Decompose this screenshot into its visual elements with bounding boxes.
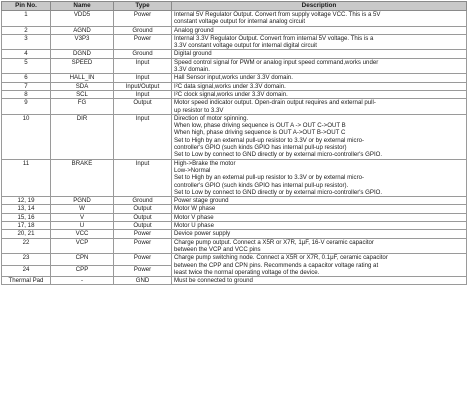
pin-description-cell	[172, 99, 467, 115]
description-line: up resistor to 3.3V	[174, 106, 224, 114]
pin-number-cell: 24	[2, 265, 51, 276]
table-row	[2, 213, 467, 221]
pin-description-cell	[172, 74, 467, 82]
description-line: Device power supply	[174, 230, 231, 238]
pin-type-cell: Input	[114, 159, 172, 196]
pin-type-cell: Input	[114, 90, 172, 98]
description-line: Power stage ground	[174, 197, 229, 205]
header-pin-no: Pin No.	[2, 2, 51, 11]
pin-name-cell: DGND	[51, 50, 114, 58]
pin-type-cell: Power	[114, 238, 172, 254]
pin-description-cell	[172, 82, 467, 90]
pin-description-cell	[172, 205, 467, 213]
description-line: 3.3V domain.	[174, 66, 210, 74]
description-line: High->Brake the motor	[174, 159, 236, 167]
description-line: controller's GPIO (such kinds GPIO has internal pull-up resistor).	[174, 181, 349, 189]
pin-number-cell: 11	[2, 159, 51, 196]
pin-description-cell	[172, 34, 467, 50]
table-row	[2, 222, 467, 230]
table-row	[2, 90, 467, 98]
pin-type-cell: Input/Output	[114, 82, 172, 90]
pin-type-cell: Output	[114, 99, 172, 115]
table-row	[2, 254, 467, 265]
table-row	[2, 114, 467, 159]
table-row	[2, 11, 467, 27]
table-row	[2, 50, 467, 58]
pin-name-cell: DIR	[51, 114, 114, 159]
header-description: Description	[172, 2, 467, 11]
pin-number-cell: 2	[2, 26, 51, 34]
description-line: least twice the normal operating voltage of the device.	[174, 268, 320, 276]
description-line: When high, phase driving sequence is OUT A->OUT B->OUT C	[174, 129, 346, 137]
pin-type-cell: Power	[114, 254, 172, 265]
pin-description-cell	[172, 114, 467, 159]
pin-name-cell: -	[51, 277, 114, 285]
table-row	[2, 99, 467, 115]
description-line: Hall Sensor input,works under 3.3V domain.	[174, 74, 293, 82]
description-line: I²C data signal,works under 3.3V domain.	[174, 82, 286, 90]
description-line: between the CPP and CPN pins. Recommends a capacitor voltage rating at	[174, 261, 379, 269]
pin-description-cell	[172, 159, 467, 196]
pin-type-cell: Output	[114, 222, 172, 230]
table-row	[2, 58, 467, 74]
description-line: Digital ground	[174, 50, 212, 58]
pin-number-cell: 1	[2, 11, 51, 27]
pin-type-cell: Ground	[114, 50, 172, 58]
description-line: 3.3V constant voltage output for internal digital circuit	[174, 42, 317, 50]
pin-name-cell: SPEED	[51, 58, 114, 74]
pin-number-cell: 20, 21	[2, 230, 51, 238]
description-line: Analog ground	[174, 26, 214, 34]
table-row	[2, 34, 467, 50]
pin-name-cell: PGND	[51, 197, 114, 205]
description-line: Direction of motor spinning.	[174, 114, 249, 122]
description-line: Motor U phase	[174, 222, 214, 230]
description-line: controller's GPIO (such kinds GPIO has internal pull-up resistor)	[174, 144, 347, 152]
pin-type-cell: Power	[114, 230, 172, 238]
pin-number-cell: 9	[2, 99, 51, 115]
pin-number-cell: 3	[2, 34, 51, 50]
pin-type-cell: Output	[114, 213, 172, 221]
pin-name-cell: BRAKE	[51, 159, 114, 196]
pin-number-cell: 17, 18	[2, 222, 51, 230]
pin-description-cell	[172, 254, 467, 277]
table-row	[2, 205, 467, 213]
pin-name-cell: VCC	[51, 230, 114, 238]
pin-number-cell: 10	[2, 114, 51, 159]
pin-name-cell: AGND	[51, 26, 114, 34]
pin-number-cell: 22	[2, 238, 51, 254]
pin-number-cell: 5	[2, 58, 51, 74]
pin-description-cell	[172, 277, 467, 285]
description-line: Must be connected to ground	[174, 277, 253, 285]
pin-name-cell: CPN	[51, 254, 114, 265]
pin-description-cell	[172, 238, 467, 254]
pin-description-cell	[172, 58, 467, 74]
pin-description-cell	[172, 11, 467, 27]
pin-number-cell: 15, 16	[2, 213, 51, 221]
pin-type-cell: Output	[114, 205, 172, 213]
pin-name-cell: V	[51, 213, 114, 221]
pin-name-cell: HALL_IN	[51, 74, 114, 82]
pin-number-cell: 12, 19	[2, 197, 51, 205]
description-line: Set to High by an external pull-up resistor to 3.3V or by external micro-	[174, 136, 365, 144]
table-row	[2, 197, 467, 205]
pin-name-cell: U	[51, 222, 114, 230]
pin-number-cell: 23	[2, 254, 51, 265]
pin-number-cell: 6	[2, 74, 51, 82]
description-line: Set to Low by connect to GND directly or by external micro-controller's GPIO.	[174, 151, 383, 159]
pin-description-table	[1, 1, 467, 285]
pin-description-cell	[172, 26, 467, 34]
pin-name-cell: VCP	[51, 238, 114, 254]
header-type: Type	[114, 2, 172, 11]
pin-name-cell: FG	[51, 99, 114, 115]
pin-type-cell: Power	[114, 265, 172, 276]
description-line: I²C clock signal,works under 3.3V domain.	[174, 90, 288, 98]
table-row	[2, 230, 467, 238]
pin-type-cell: Ground	[114, 26, 172, 34]
pin-type-cell: Input	[114, 114, 172, 159]
description-line: Internal 3.3V Regulator Output. Convert from internal 5V voltage. This is a	[174, 34, 374, 42]
description-line: Motor W phase	[174, 205, 216, 213]
table-row	[2, 74, 467, 82]
pin-description-cell	[172, 197, 467, 205]
pin-type-cell: Ground	[114, 197, 172, 205]
description-line: Internal 5V Regulator Output. Convert from supply voltage VCC. This is a 5V	[174, 11, 381, 18]
pin-number-cell: 13, 14	[2, 205, 51, 213]
pin-type-cell: GND	[114, 277, 172, 285]
pin-type-cell: Input	[114, 74, 172, 82]
pin-name-cell: VDD5	[51, 11, 114, 27]
pin-description-cell	[172, 90, 467, 98]
pin-type-cell: Input	[114, 58, 172, 74]
pin-description-cell	[172, 230, 467, 238]
table-row	[2, 26, 467, 34]
pin-name-cell: SDA	[51, 82, 114, 90]
table-row	[2, 277, 467, 285]
description-line: Speed control signal for PWM or analog input speed command,works under	[174, 58, 379, 66]
description-line: Set to High by an external pull-up resistor to 3.3V or by external micro-	[174, 174, 365, 182]
pin-number-cell: Thermal Pad	[2, 277, 51, 285]
pin-type-cell: Power	[114, 11, 172, 27]
description-line: Set to Low by connect to GND directly or by external micro-controller's GPIO.	[174, 188, 383, 196]
pin-number-cell: 4	[2, 50, 51, 58]
description-line: Motor speed indicator output. Open-drain output requires and external pull-	[174, 99, 376, 107]
pin-description-cell	[172, 213, 467, 221]
description-line: Charge pump output. Connect a X5R or X7R, 1μF, 16-V ceramic capacitor	[174, 238, 374, 246]
header-name: Name	[51, 2, 114, 11]
pin-name-cell: SCL	[51, 90, 114, 98]
description-line: Motor V phase	[174, 213, 214, 221]
description-line: Charge pump switching node. Connect a X5R or X7R, 0.1μF, ceramic capacitor	[174, 254, 388, 262]
pin-description-cell	[172, 50, 467, 58]
table-row	[2, 82, 467, 90]
pin-name-cell: V3P3	[51, 34, 114, 50]
table-header-row	[2, 2, 467, 11]
pin-description-cell	[172, 222, 467, 230]
pin-number-cell: 8	[2, 90, 51, 98]
table-body	[2, 11, 467, 285]
pin-number-cell: 7	[2, 82, 51, 90]
description-line: between the VCP and VCC pins	[174, 245, 261, 253]
description-line: Low->Normal	[174, 166, 211, 174]
table-row	[2, 159, 467, 196]
pin-name-cell: W	[51, 205, 114, 213]
pin-type-cell: Power	[114, 34, 172, 50]
description-line: constant voltage output for internal analog circuit	[174, 18, 306, 26]
pin-name-cell: CPP	[51, 265, 114, 276]
table-row	[2, 238, 467, 254]
description-line: When low, phase driving sequence is OUT A -> OUT C->OUT B	[174, 122, 346, 130]
